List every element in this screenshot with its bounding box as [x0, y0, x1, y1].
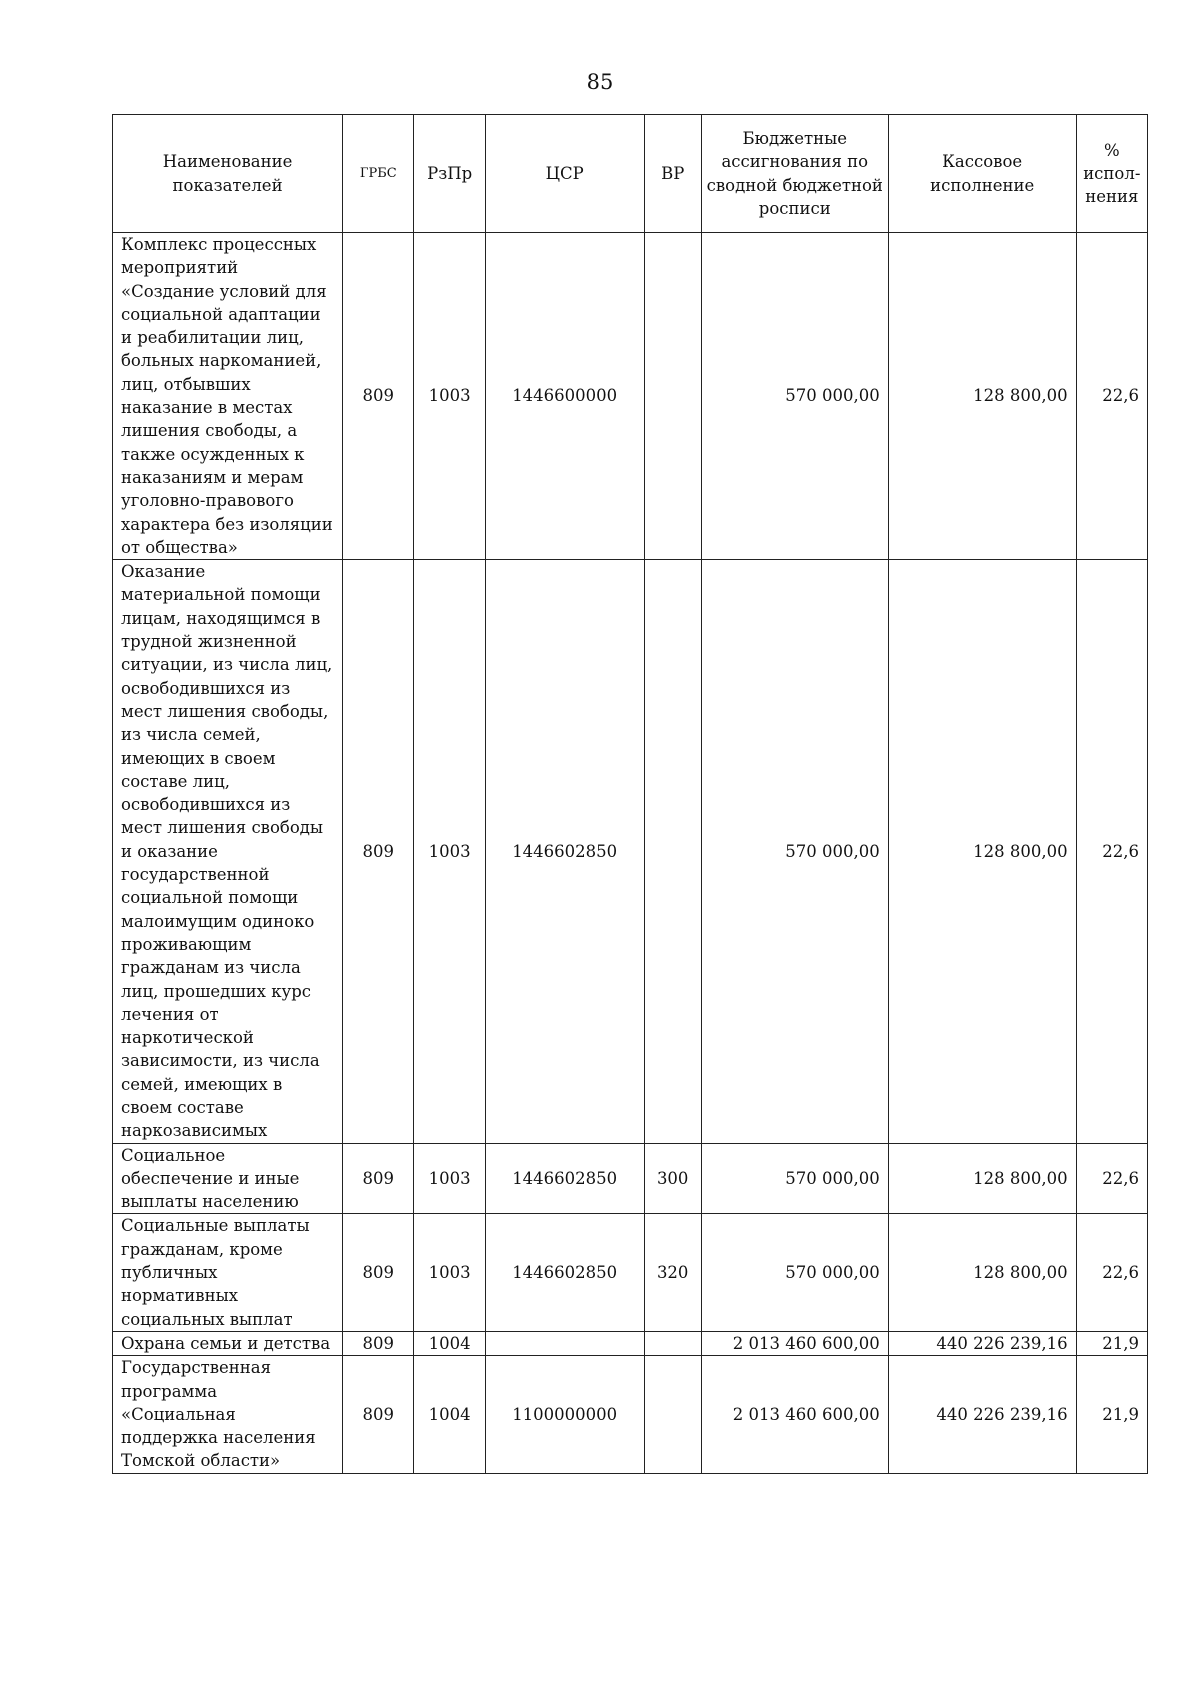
row-vr: 320	[644, 1214, 701, 1331]
row-rzpr: 1003	[414, 1143, 485, 1214]
header-csr: ЦСР	[485, 115, 644, 233]
budget-execution-table	[112, 114, 1148, 1474]
row-name: Комплекс процессных мероприятий «Создание условий для социальной адаптации и реабилитации лиц, больных наркоманией, лиц, отбывших наказание в местах лишения свободы, а также осужденных к наказаниям и мерам уголовно-правового характера без изоляции от общества»	[113, 233, 343, 560]
row-rzpr: 1003	[414, 560, 485, 1143]
row-grbs: 809	[343, 1214, 414, 1331]
row-budget: 570 000,00	[701, 560, 888, 1143]
row-rzpr: 1003	[414, 233, 485, 560]
row-percent: 21,9	[1076, 1331, 1147, 1355]
header-budget: Бюджетные ассигнования по сводной бюджетной росписи	[701, 115, 888, 233]
header-percent: % испол-нения	[1076, 115, 1147, 233]
table-row	[113, 1331, 1148, 1355]
page-number: 85	[586, 70, 614, 94]
row-grbs: 809	[343, 233, 414, 560]
row-grbs: 809	[343, 560, 414, 1143]
header-name: Наименование показателей	[113, 115, 343, 233]
row-percent: 21,9	[1076, 1356, 1147, 1473]
row-name: Социальное обеспечение и иные выплаты населению	[113, 1143, 343, 1214]
row-csr: 1100000000	[485, 1356, 644, 1473]
header-grbs: ГРБС	[343, 115, 414, 233]
header-cash: Кассовое исполнение	[888, 115, 1076, 233]
table-row	[113, 233, 1148, 560]
row-percent: 22,6	[1076, 1214, 1147, 1331]
row-cash: 128 800,00	[888, 1143, 1076, 1214]
header-vr: ВР	[644, 115, 701, 233]
row-budget: 570 000,00	[701, 1214, 888, 1331]
row-csr: 1446602850	[485, 1143, 644, 1214]
row-rzpr: 1004	[414, 1331, 485, 1355]
row-name: Государственная программа «Социальная поддержка населения Томской области»	[113, 1356, 343, 1473]
row-grbs: 809	[343, 1356, 414, 1473]
table-row	[113, 560, 1148, 1143]
row-budget: 570 000,00	[701, 233, 888, 560]
row-csr: 1446600000	[485, 233, 644, 560]
row-grbs: 809	[343, 1143, 414, 1214]
row-vr	[644, 233, 701, 560]
row-rzpr: 1003	[414, 1214, 485, 1331]
row-vr	[644, 1356, 701, 1473]
row-csr: 1446602850	[485, 1214, 644, 1331]
row-percent: 22,6	[1076, 233, 1147, 560]
header-rzpr: РзПр	[414, 115, 485, 233]
row-cash: 440 226 239,16	[888, 1356, 1076, 1473]
row-cash: 128 800,00	[888, 1214, 1076, 1331]
table-header-row	[113, 115, 1148, 233]
row-cash: 440 226 239,16	[888, 1331, 1076, 1355]
row-percent: 22,6	[1076, 1143, 1147, 1214]
row-grbs: 809	[343, 1331, 414, 1355]
row-name: Охрана семьи и детства	[113, 1331, 343, 1355]
row-csr: 1446602850	[485, 560, 644, 1143]
row-csr	[485, 1331, 644, 1355]
row-budget: 2 013 460 600,00	[701, 1331, 888, 1355]
row-name: Социальные выплаты гражданам, кроме публичных нормативных социальных выплат	[113, 1214, 343, 1331]
row-budget: 570 000,00	[701, 1143, 888, 1214]
table-row	[113, 1143, 1148, 1214]
row-budget: 2 013 460 600,00	[701, 1356, 888, 1473]
row-vr	[644, 1331, 701, 1355]
table-row	[113, 1356, 1148, 1473]
row-percent: 22,6	[1076, 560, 1147, 1143]
row-cash: 128 800,00	[888, 233, 1076, 560]
row-rzpr: 1004	[414, 1356, 485, 1473]
row-cash: 128 800,00	[888, 560, 1076, 1143]
table-row	[113, 1214, 1148, 1331]
row-vr: 300	[644, 1143, 701, 1214]
row-vr	[644, 560, 701, 1143]
row-name: Оказание материальной помощи лицам, находящимся в трудной жизненной ситуации, из числа лиц, освободившихся из мест лишения свободы, из числа семей, имеющих в своем составе лиц, освободившихся из мест лишения свободы и оказание государственной социальной помощи малоимущим одиноко проживающим гражданам из числа лиц, прошедших курс лечения от наркотической зависимости, из числа семей, имеющих в своем составе наркозависимых	[113, 560, 343, 1143]
